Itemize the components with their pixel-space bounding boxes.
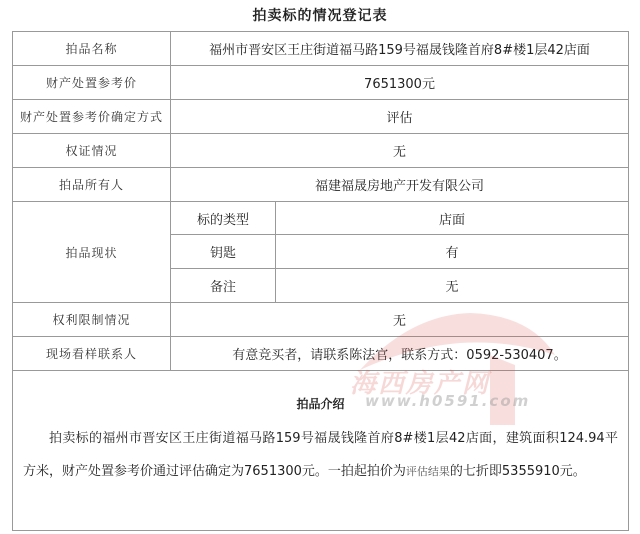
row-reference-method <box>13 100 629 134</box>
value-owner: 福建福晟房地产开发有限公司 <box>171 168 629 202</box>
status-key-value: 有 <box>276 235 629 269</box>
label-title-certificate: 权证情况 <box>13 134 171 168</box>
value-item-name: 福州市晋安区王庄街道福马路159号福晟钱隆首府8#楼1层42店面 <box>171 32 629 66</box>
watermark-url: www.h0591.com <box>365 392 531 410</box>
row-reference-price <box>13 66 629 100</box>
value-reference-price: 7651300元 <box>171 66 629 100</box>
row-restriction <box>13 303 629 337</box>
status-key-label: 钥匙 <box>171 235 276 269</box>
label-status: 拍品现状 <box>13 202 171 303</box>
label-restriction: 权利限制情况 <box>13 303 171 337</box>
row-item-name <box>13 32 629 66</box>
value-contact: 有意竞买者，请联系陈法官，联系方式：0592-530407。 <box>171 337 629 371</box>
label-owner: 拍品所有人 <box>13 168 171 202</box>
label-item-name: 拍品名称 <box>13 32 171 66</box>
status-note-value: 无 <box>276 269 629 303</box>
label-reference-price: 财产处置参考价 <box>13 66 171 100</box>
intro-text-after: 的七折即5355910元。 <box>449 464 586 479</box>
status-note-label: 备注 <box>171 269 276 303</box>
watermark-text: 海西房产网 <box>350 369 491 399</box>
row-intro <box>13 371 629 531</box>
intro-text <box>23 422 618 488</box>
value-title-certificate: 无 <box>171 134 629 168</box>
intro-highlight: 评估结果 <box>405 465 450 478</box>
row-contact <box>13 337 629 371</box>
page-title: 拍卖标的情况登记表 <box>252 8 388 24</box>
status-type-label: 标的类型 <box>171 202 276 235</box>
intro-cell <box>13 371 629 531</box>
status-type-value: 店面 <box>276 202 629 235</box>
row-owner <box>13 168 629 202</box>
row-status-type <box>13 202 629 235</box>
intro-title: 拍品介绍 <box>296 397 345 411</box>
intro-text-before: 拍卖标的福州市晋安区王庄街道福马路159号福晟钱隆首府8#楼1层42店面，建筑面积124.94平方米，财产处置参考价通过评估确定为7651300元。一拍起拍价为 <box>23 431 619 479</box>
row-title-certificate <box>13 134 629 168</box>
value-reference-method: 评估 <box>171 100 629 134</box>
label-reference-method: 财产处置参考价确定方式 <box>13 100 171 134</box>
registration-table <box>12 31 629 531</box>
label-contact: 现场看样联系人 <box>13 337 171 371</box>
value-restriction: 无 <box>171 303 629 337</box>
